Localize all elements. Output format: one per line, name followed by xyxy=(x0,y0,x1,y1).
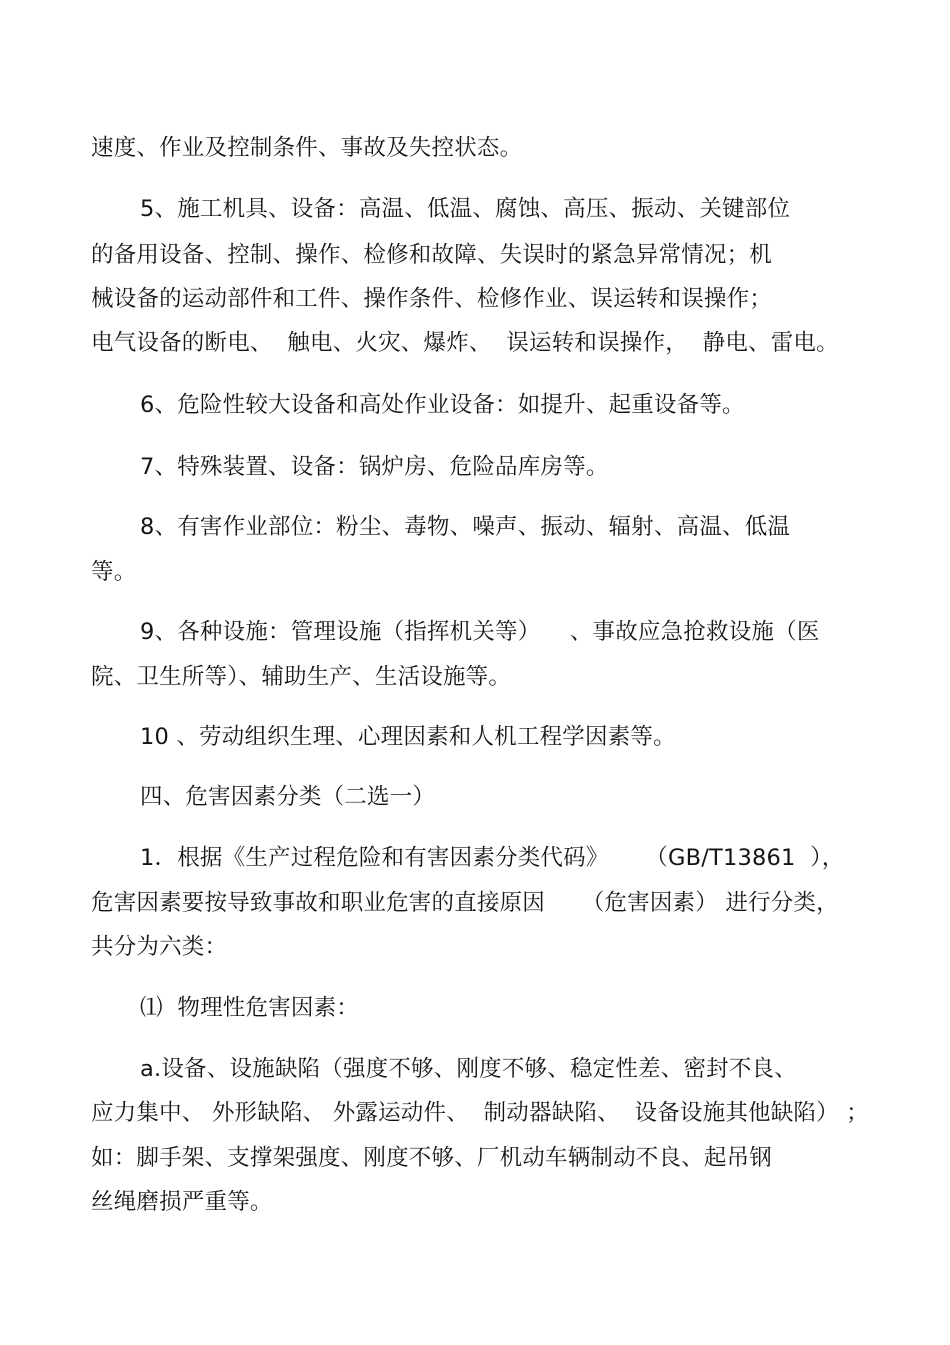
text-line-15: 危害因素要按导致事故和职业危害的直接原因 （危害因素） 进行分类， xyxy=(91,890,839,916)
text-line-8: 8、有害作业部位：粉尘、毒物、噪声、振动、辐射、高温、低温 xyxy=(140,514,791,540)
text-line-9: 等。 xyxy=(91,559,137,585)
text-line-7: 7、特殊装置、设备：锅炉房、危险品库房等。 xyxy=(140,454,609,480)
text-line-13: 四、危害因素分类（二选一） xyxy=(140,784,436,810)
text-line-16: 共分为六类： xyxy=(91,934,228,960)
text-line-14: 1．根据《生产过程危险和有害因素分类代码》 （GB/T13861 ）， xyxy=(140,845,845,871)
text-line-4: 械设备的运动部件和工件、操作条件、检修作业、误运转和误操作； xyxy=(91,286,773,312)
text-line-10: 9、各种设施：管理设施（指挥机关等） 、事故应急抢救设施（医 xyxy=(140,619,820,645)
text-line-17: ⑴ 物理性危害因素： xyxy=(140,995,360,1021)
text-line-21: 丝绳磨损严重等。 xyxy=(91,1189,273,1215)
text-line-18: a.设备、设施缺陷（强度不够、刚度不够、稳定性差、密封不良、 xyxy=(140,1056,797,1082)
text-line-5: 电气设备的断电、 触电、火灾、爆炸、 误运转和误操作， 静电、雷电。 xyxy=(91,330,839,356)
text-line-6: 6、危险性较大设备和高处作业设备：如提升、起重设备等。 xyxy=(140,392,745,418)
text-line-20: 如：脚手架、支撑架强度、刚度不够、厂机动车辆制动不良、起吊钢 xyxy=(91,1145,773,1171)
text-line-12: 10 、劳动组织生理、心理因素和人机工程学因素等。 xyxy=(140,724,676,750)
text-line-3: 的备用设备、控制、操作、检修和故障、失误时的紧急异常情况；机 xyxy=(91,242,773,268)
text-line-1: 速度、作业及控制条件、事故及失控状态。 xyxy=(91,135,523,161)
text-line-2: 5、施工机具、设备：高温、低温、腐蚀、高压、振动、关键部位 xyxy=(140,196,791,222)
text-line-19: 应力集中、 外形缺陷、 外露运动件、 制动器缺陷、 设备设施其他缺陷） ； xyxy=(91,1100,869,1126)
text-line-11: 院、卫生所等）、辅助生产、生活设施等。 xyxy=(91,664,512,690)
